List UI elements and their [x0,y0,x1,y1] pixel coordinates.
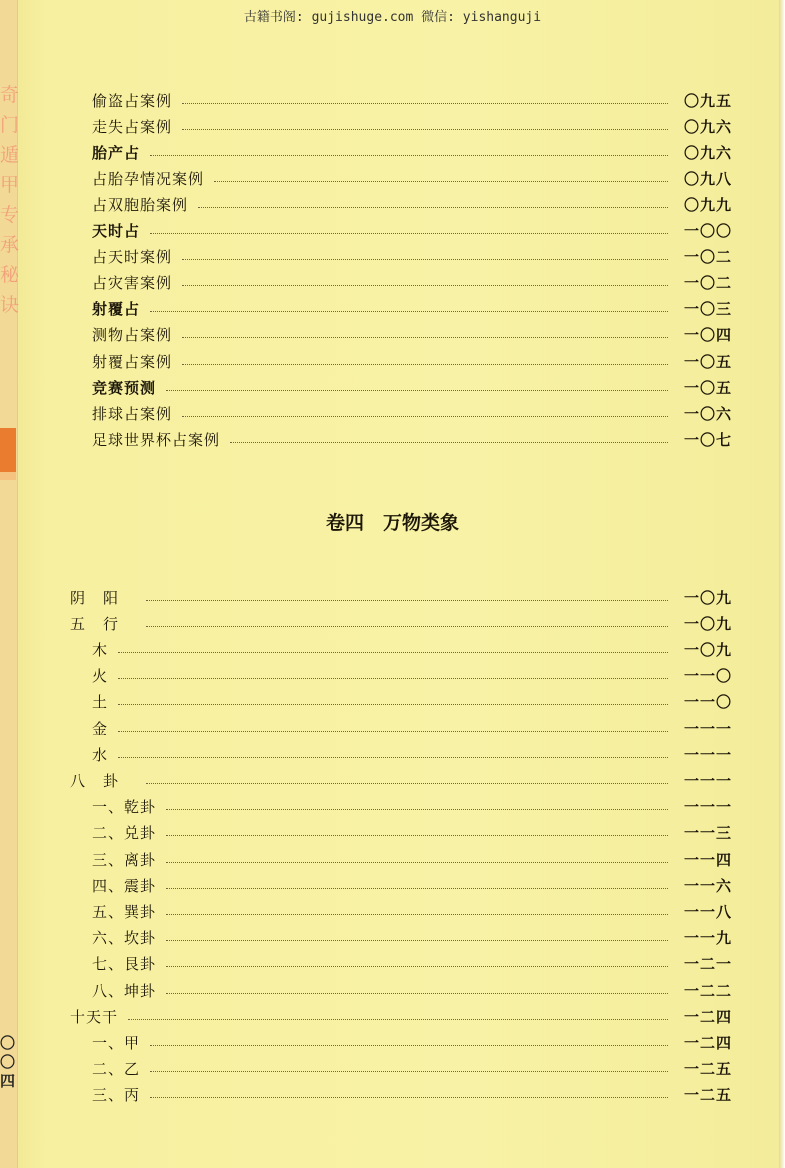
toc-entry-page: 〇九九 [684,195,733,214]
toc-entry-title: 偷盗占案例 [92,91,173,110]
toc-entry[interactable] [70,610,738,636]
toc-entry-page: 一一一 [684,771,733,790]
toc-entry-title: 八卦 [70,771,137,790]
toc-entry-title: 火 [92,667,109,686]
toc-entry[interactable] [92,715,738,741]
toc-entry-title: 射覆占 [92,300,141,319]
toc-entry-title: 十天干 [70,1007,119,1026]
toc-entry-page: 一〇二 [684,274,733,293]
toc-entry-page: 一〇四 [684,326,733,345]
dot-leader [118,757,668,758]
toc-entry[interactable] [92,348,738,374]
toc-entry[interactable] [70,584,738,610]
page-number: 〇 〇 四 [0,1034,16,1090]
toc-entry[interactable] [92,663,738,689]
spine-tab-shadow [0,472,16,480]
dot-leader [182,416,668,417]
spine-strip [0,0,18,1168]
toc-entry[interactable] [92,87,738,113]
toc-entry-title: 排球占案例 [92,404,173,423]
dot-leader [150,1097,668,1098]
dot-leader [150,233,668,234]
dot-leader [182,337,668,338]
toc-entry-page: 一二五 [684,1060,733,1079]
toc-entry[interactable] [92,113,738,139]
toc-entry[interactable] [92,872,738,898]
toc-entry[interactable] [92,139,738,165]
toc-entry[interactable] [92,1029,738,1055]
toc-entry-title: 占天时案例 [92,248,173,267]
toc-entry-page: 〇九八 [684,169,733,188]
toc-entry[interactable] [92,689,738,715]
spine-title: 奇 门 遁 甲 专 承 秘 诀 [0,84,20,316]
toc-entry[interactable] [92,218,738,244]
toc-entry[interactable] [92,636,738,662]
toc-entry[interactable] [92,898,738,924]
toc-entry[interactable] [92,426,738,452]
dot-leader [182,129,668,130]
toc-entry-title: 土 [92,693,109,712]
dot-leader [150,311,668,312]
page-edge [779,0,785,1168]
toc-entry-page: 一二五 [684,1086,733,1105]
toc-entry-page: 一一六 [684,876,733,895]
dot-leader [166,914,668,915]
toc-entry[interactable] [92,374,738,400]
toc-entry-title: 八、坤卦 [92,981,157,1000]
toc-entry-title: 竞赛预测 [92,378,157,397]
toc-entry-title: 阴阳 [70,588,137,607]
toc-entry[interactable] [92,322,738,348]
toc-entry-page: 〇九六 [684,117,733,136]
section-heading: 卷四 万物类象 [325,512,459,534]
toc-entry-page: 一一九 [684,929,733,948]
toc-entry-page: 一〇五 [684,378,733,397]
dot-leader [182,259,668,260]
toc-entry-page: 〇九五 [684,91,733,110]
toc-entry-page: 一一一 [684,719,733,738]
dot-leader [118,652,668,653]
toc-entry-page: 一二四 [684,1007,733,1026]
toc-entry-page: 一二一 [684,955,733,974]
dot-leader [182,364,668,365]
dot-leader [166,940,668,941]
toc-entry-title: 天时占 [92,222,141,240]
dot-leader [166,809,668,810]
toc-entry-title: 金 [92,719,109,738]
toc-entry-page: 〇九六 [684,143,733,162]
dot-leader [150,1045,668,1046]
toc-entry-page: 一二四 [684,1033,733,1052]
toc-entry-title: 测物占案例 [92,326,173,345]
dot-leader [198,207,668,208]
toc-entry[interactable] [92,820,738,846]
toc-entry-page: 一一一 [684,745,733,764]
dot-leader [146,783,668,784]
toc-entry[interactable] [92,846,738,872]
dot-leader [118,704,668,705]
toc-entry[interactable] [92,296,738,322]
spine-tab-marker [0,428,16,472]
toc-entry[interactable] [70,767,738,793]
toc-entry-title: 胎产占 [92,143,141,162]
toc-entry[interactable] [92,165,738,191]
toc-entry[interactable] [92,925,738,951]
toc-entry-page: 一一〇 [684,693,733,712]
dot-leader [146,626,668,627]
dot-leader [150,155,668,156]
toc-entry[interactable] [92,1056,738,1082]
toc-entry[interactable] [92,400,738,426]
toc-entry-page: 一〇九 [684,588,733,607]
toc-entry-title: 二、乙 [92,1060,141,1079]
toc-entry-title: 占双胞胎案例 [92,195,189,214]
toc-entry-page: 一〇三 [684,300,733,319]
toc-entry[interactable] [92,191,738,217]
dot-leader [128,1019,668,1020]
toc-entry-title: 二、兑卦 [92,824,157,843]
dot-leader [118,731,668,732]
toc-entry[interactable] [92,977,738,1003]
toc-entry[interactable] [92,1082,738,1108]
toc-entry-page: 一一〇 [684,667,733,686]
toc-entry-page: 一〇九 [684,640,733,659]
toc-entry[interactable] [92,741,738,767]
toc-entry[interactable] [92,794,738,820]
toc-entry-page: 一〇五 [684,352,733,371]
toc-entry-title: 三、离卦 [92,850,157,869]
dot-leader [214,181,668,182]
toc-entry-title: 走失占案例 [92,117,173,136]
toc-entry-title: 占胎孕情况案例 [92,169,205,188]
toc-entry-title: 木 [92,640,109,659]
toc-entry-title: 五、巽卦 [92,902,157,921]
toc-entry[interactable] [92,244,738,270]
toc-entry-title: 五行 [70,614,137,633]
toc-entry-title: 四、震卦 [92,876,157,895]
toc-entry-page: 一〇〇 [684,222,733,240]
dot-leader [230,442,668,443]
toc-entry-title: 三、丙 [92,1086,141,1105]
toc-entry-page: 一一一 [684,798,733,817]
dot-leader [182,103,668,104]
toc-entry-page: 一〇九 [684,614,733,633]
dot-leader [166,993,668,994]
toc-entry-title: 占灾害案例 [92,274,173,293]
toc-entry-title: 一、乾卦 [92,798,157,817]
toc-entry-page: 一〇二 [684,248,733,267]
toc-entry-title: 一、甲 [92,1033,141,1052]
toc-entry-page: 一〇六 [684,404,733,423]
dot-leader [166,862,668,863]
toc-entry-title: 六、坎卦 [92,929,157,948]
toc-entry[interactable] [92,951,738,977]
dot-leader [166,835,668,836]
toc-entry-title: 射覆占案例 [92,352,173,371]
dot-leader [182,285,668,286]
dot-leader [166,888,668,889]
dot-leader [118,678,668,679]
toc-entry[interactable] [70,1003,738,1029]
toc-entry-page: 一一八 [684,902,733,921]
toc-entry[interactable] [92,270,738,296]
toc-entry-title: 七、艮卦 [92,955,157,974]
toc-entry-title: 足球世界杯占案例 [92,430,221,449]
dot-leader [166,966,668,967]
dot-leader [166,390,668,391]
toc-entry-title: 水 [92,745,109,764]
toc-entry-page: 一二二 [684,981,733,1000]
watermark-text: 古籍书阁: gujishuge.com 微信: yishanguji [243,10,542,25]
dot-leader [146,600,668,601]
dot-leader [150,1071,668,1072]
toc-entry-page: 一〇七 [684,430,733,449]
toc-entry-page: 一一四 [684,850,733,869]
toc-entry-page: 一一三 [684,824,733,843]
